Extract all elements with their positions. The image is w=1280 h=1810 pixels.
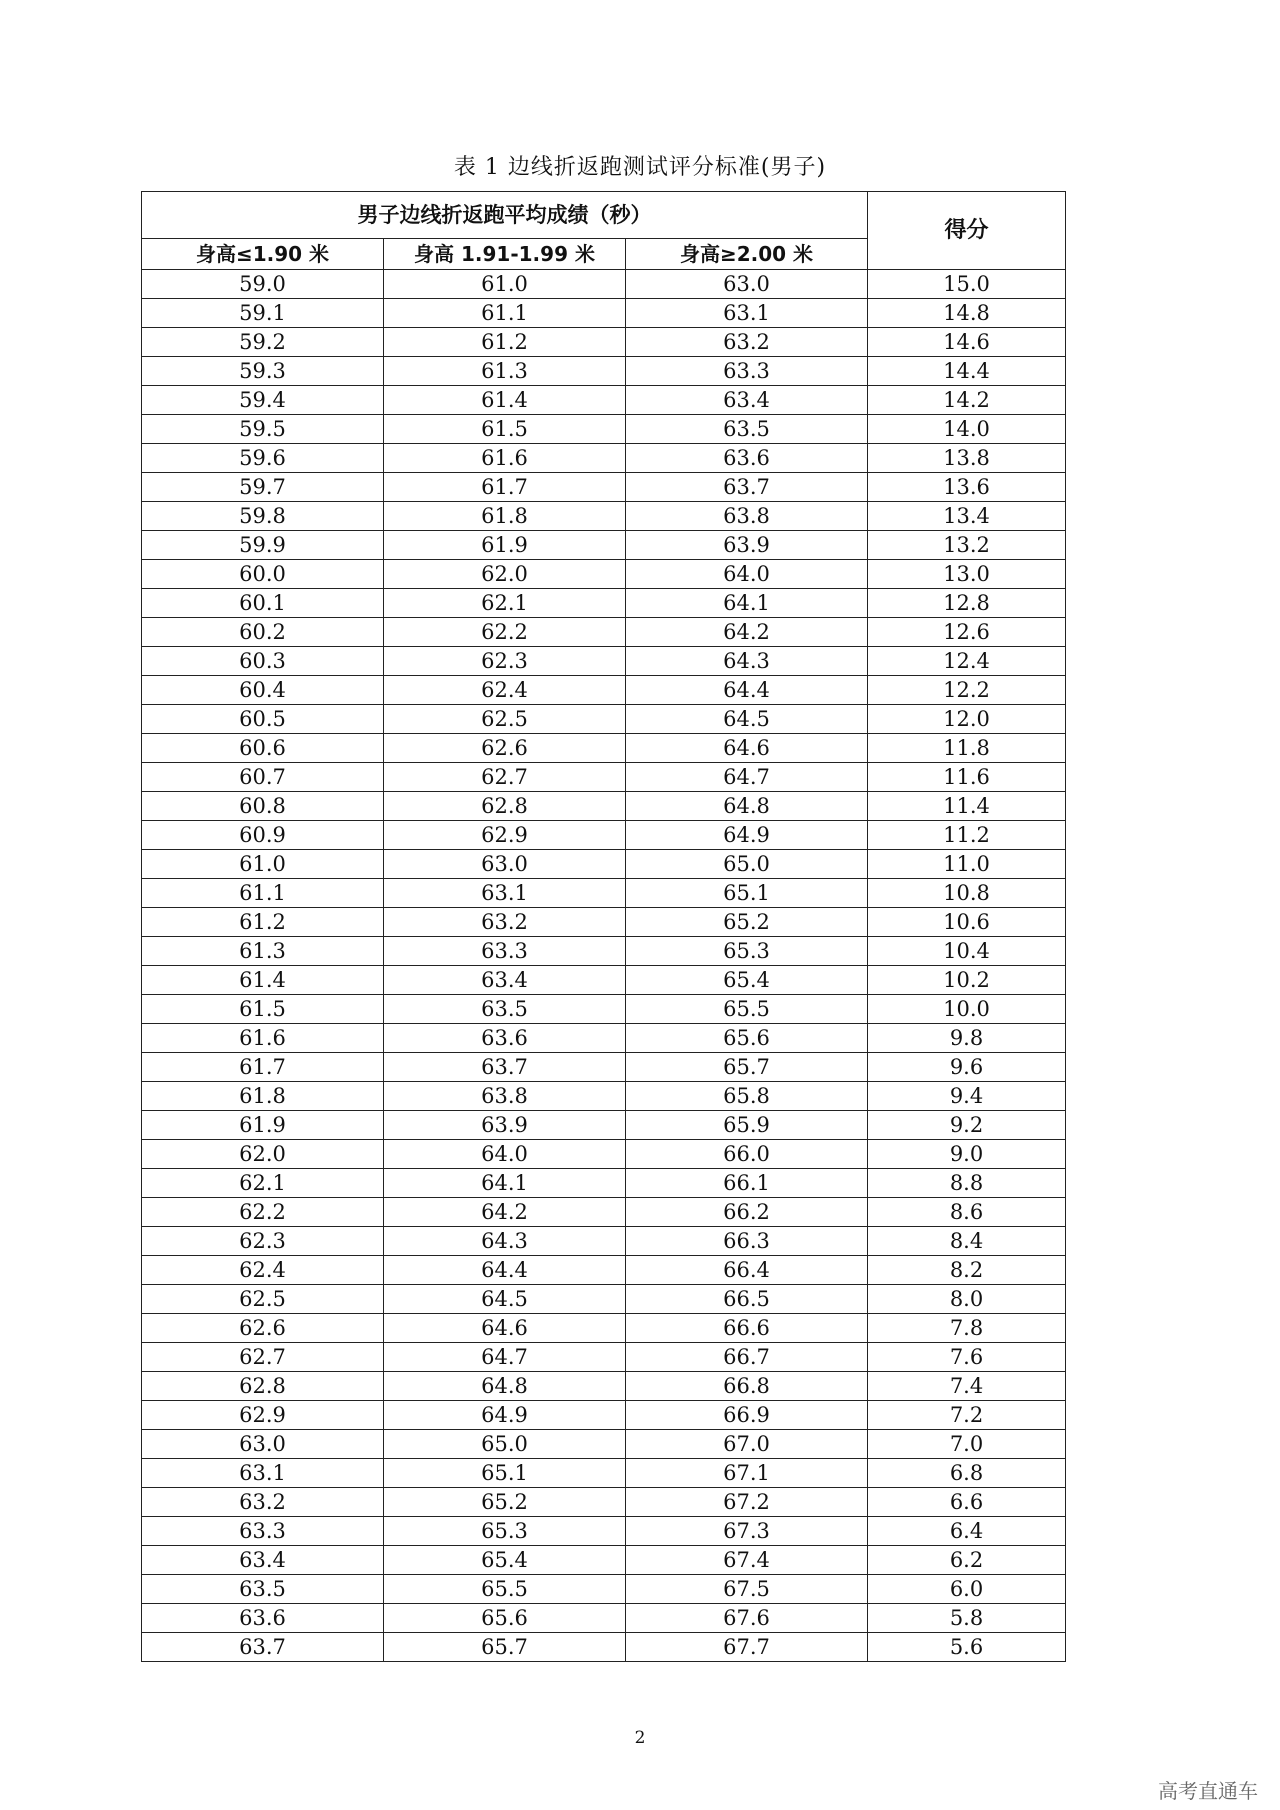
cell-height-ge-200: 65.3: [626, 937, 868, 966]
table-row: [142, 1314, 1066, 1343]
cell-height-ge-200: 63.5: [626, 415, 868, 444]
cell-score: 13.4: [868, 502, 1066, 531]
cell-height-ge-200: 65.8: [626, 1082, 868, 1111]
table-row: [142, 821, 1066, 850]
table-row: [142, 1633, 1066, 1662]
table-row: [142, 966, 1066, 995]
cell-score: 13.0: [868, 560, 1066, 589]
cell-height-191-199: 65.3: [384, 1517, 626, 1546]
cell-height-191-199: 63.2: [384, 908, 626, 937]
cell-score: 14.2: [868, 386, 1066, 415]
cell-height-ge-200: 66.4: [626, 1256, 868, 1285]
cell-height-ge-200: 67.7: [626, 1633, 868, 1662]
cell-height-191-199: 62.0: [384, 560, 626, 589]
cell-height-ge-200: 65.6: [626, 1024, 868, 1053]
cell-height-ge-200: 67.2: [626, 1488, 868, 1517]
cell-height-ge-200: 63.8: [626, 502, 868, 531]
cell-score: 10.6: [868, 908, 1066, 937]
cell-height-191-199: 64.9: [384, 1401, 626, 1430]
table-row: [142, 995, 1066, 1024]
table-row: [142, 618, 1066, 647]
cell-height-ge-200: 63.4: [626, 386, 868, 415]
cell-score: 9.8: [868, 1024, 1066, 1053]
table-row: [142, 1546, 1066, 1575]
column-header-height-191-199: 身高 1.91-1.99 米: [384, 239, 626, 270]
cell-height-le-190: 60.0: [142, 560, 384, 589]
cell-score: 9.2: [868, 1111, 1066, 1140]
table-title: 表 1 边线折返跑测试评分标准(男子): [453, 155, 827, 180]
cell-height-191-199: 64.1: [384, 1169, 626, 1198]
cell-height-191-199: 65.2: [384, 1488, 626, 1517]
cell-height-le-190: 62.0: [142, 1140, 384, 1169]
table-row: [142, 299, 1066, 328]
cell-score: 5.8: [868, 1604, 1066, 1633]
cell-height-ge-200: 65.2: [626, 908, 868, 937]
group-header: 男子边线折返跑平均成绩（秒）: [142, 192, 868, 239]
cell-height-191-199: 62.9: [384, 821, 626, 850]
cell-score: 11.2: [868, 821, 1066, 850]
cell-height-191-199: 61.5: [384, 415, 626, 444]
cell-score: 9.4: [868, 1082, 1066, 1111]
cell-height-le-190: 59.3: [142, 357, 384, 386]
cell-height-191-199: 62.8: [384, 792, 626, 821]
table-row: [142, 589, 1066, 618]
cell-height-ge-200: 64.6: [626, 734, 868, 763]
cell-height-191-199: 61.3: [384, 357, 626, 386]
cell-score: 9.0: [868, 1140, 1066, 1169]
cell-height-191-199: 61.4: [384, 386, 626, 415]
cell-height-le-190: 61.8: [142, 1082, 384, 1111]
table-row: [142, 1517, 1066, 1546]
table-row: [142, 705, 1066, 734]
header-row-group: [142, 192, 1066, 239]
cell-height-ge-200: 63.0: [626, 270, 868, 299]
cell-height-ge-200: 64.2: [626, 618, 868, 647]
cell-height-ge-200: 63.1: [626, 299, 868, 328]
cell-height-le-190: 61.6: [142, 1024, 384, 1053]
cell-height-191-199: 62.5: [384, 705, 626, 734]
cell-height-191-199: 64.0: [384, 1140, 626, 1169]
table-row: [142, 270, 1066, 299]
cell-height-le-190: 63.3: [142, 1517, 384, 1546]
cell-score: 14.8: [868, 299, 1066, 328]
cell-height-ge-200: 65.0: [626, 850, 868, 879]
cell-height-ge-200: 67.1: [626, 1459, 868, 1488]
cell-height-le-190: 62.8: [142, 1372, 384, 1401]
table-row: [142, 1198, 1066, 1227]
cell-height-le-190: 59.7: [142, 473, 384, 502]
cell-height-191-199: 63.6: [384, 1024, 626, 1053]
cell-height-le-190: 60.8: [142, 792, 384, 821]
cell-height-ge-200: 67.4: [626, 1546, 868, 1575]
cell-height-191-199: 63.9: [384, 1111, 626, 1140]
cell-height-ge-200: 65.5: [626, 995, 868, 1024]
cell-score: 8.8: [868, 1169, 1066, 1198]
cell-score: 14.4: [868, 357, 1066, 386]
cell-height-191-199: 65.6: [384, 1604, 626, 1633]
cell-height-ge-200: 66.6: [626, 1314, 868, 1343]
cell-score: 13.8: [868, 444, 1066, 473]
cell-height-191-199: 63.4: [384, 966, 626, 995]
cell-score: 12.2: [868, 676, 1066, 705]
cell-height-191-199: 64.7: [384, 1343, 626, 1372]
cell-height-le-190: 63.7: [142, 1633, 384, 1662]
table-row: [142, 1430, 1066, 1459]
table-row: [142, 1169, 1066, 1198]
cell-height-191-199: 62.2: [384, 618, 626, 647]
cell-height-191-199: 62.1: [384, 589, 626, 618]
cell-score: 14.6: [868, 328, 1066, 357]
table-row: [142, 473, 1066, 502]
table-row: [142, 879, 1066, 908]
cell-height-le-190: 61.5: [142, 995, 384, 1024]
cell-height-le-190: 60.3: [142, 647, 384, 676]
cell-height-le-190: 62.9: [142, 1401, 384, 1430]
cell-height-ge-200: 66.5: [626, 1285, 868, 1314]
cell-height-le-190: 60.1: [142, 589, 384, 618]
cell-height-le-190: 62.2: [142, 1198, 384, 1227]
cell-score: 6.0: [868, 1575, 1066, 1604]
cell-height-ge-200: 63.2: [626, 328, 868, 357]
cell-score: 11.8: [868, 734, 1066, 763]
cell-score: 7.0: [868, 1430, 1066, 1459]
score-header: 得分: [868, 192, 1066, 270]
cell-height-le-190: 60.7: [142, 763, 384, 792]
cell-height-ge-200: 64.4: [626, 676, 868, 705]
cell-height-ge-200: 65.1: [626, 879, 868, 908]
cell-height-191-199: 64.3: [384, 1227, 626, 1256]
cell-height-le-190: 61.0: [142, 850, 384, 879]
cell-height-ge-200: 66.1: [626, 1169, 868, 1198]
column-header-height-le-190: 身高≤1.90 米: [142, 239, 384, 270]
cell-score: 5.6: [868, 1633, 1066, 1662]
cell-height-ge-200: 66.7: [626, 1343, 868, 1372]
table-row: [142, 1024, 1066, 1053]
table-row: [142, 1111, 1066, 1140]
cell-height-191-199: 64.5: [384, 1285, 626, 1314]
cell-height-191-199: 65.4: [384, 1546, 626, 1575]
cell-height-le-190: 63.0: [142, 1430, 384, 1459]
cell-height-le-190: 60.9: [142, 821, 384, 850]
table-row: [142, 734, 1066, 763]
cell-height-ge-200: 67.3: [626, 1517, 868, 1546]
cell-score: 15.0: [868, 270, 1066, 299]
table-row: [142, 1372, 1066, 1401]
cell-height-191-199: 64.2: [384, 1198, 626, 1227]
cell-height-le-190: 59.1: [142, 299, 384, 328]
cell-height-ge-200: 67.6: [626, 1604, 868, 1633]
cell-height-ge-200: 66.8: [626, 1372, 868, 1401]
cell-score: 14.0: [868, 415, 1066, 444]
cell-height-191-199: 61.1: [384, 299, 626, 328]
cell-height-191-199: 61.2: [384, 328, 626, 357]
table-row: [142, 502, 1066, 531]
cell-height-191-199: 61.8: [384, 502, 626, 531]
cell-height-le-190: 59.2: [142, 328, 384, 357]
cell-score: 13.6: [868, 473, 1066, 502]
table-row: [142, 415, 1066, 444]
cell-height-le-190: 62.6: [142, 1314, 384, 1343]
table-row: [142, 1227, 1066, 1256]
table-row: [142, 1488, 1066, 1517]
cell-height-ge-200: 65.9: [626, 1111, 868, 1140]
cell-height-191-199: 63.1: [384, 879, 626, 908]
table-row: [142, 1459, 1066, 1488]
cell-height-le-190: 59.5: [142, 415, 384, 444]
cell-height-ge-200: 64.9: [626, 821, 868, 850]
cell-score: 7.6: [868, 1343, 1066, 1372]
cell-height-ge-200: 64.0: [626, 560, 868, 589]
watermark: 高考直通车: [1158, 1779, 1258, 1803]
cell-height-191-199: 63.7: [384, 1053, 626, 1082]
table-row: [142, 357, 1066, 386]
score-table: [141, 191, 1066, 1662]
cell-height-191-199: 62.3: [384, 647, 626, 676]
table-row: [142, 531, 1066, 560]
cell-height-191-199: 65.5: [384, 1575, 626, 1604]
cell-height-le-190: 60.5: [142, 705, 384, 734]
cell-height-191-199: 62.4: [384, 676, 626, 705]
table-row: [142, 560, 1066, 589]
cell-height-191-199: 63.3: [384, 937, 626, 966]
table-row: [142, 908, 1066, 937]
cell-height-ge-200: 67.5: [626, 1575, 868, 1604]
table-row: [142, 386, 1066, 415]
cell-score: 9.6: [868, 1053, 1066, 1082]
cell-height-191-199: 61.0: [384, 270, 626, 299]
cell-height-le-190: 60.2: [142, 618, 384, 647]
cell-height-le-190: 62.5: [142, 1285, 384, 1314]
cell-score: 7.2: [868, 1401, 1066, 1430]
cell-height-191-199: 62.6: [384, 734, 626, 763]
table-row: [142, 937, 1066, 966]
table-row: [142, 1343, 1066, 1372]
cell-score: 10.0: [868, 995, 1066, 1024]
table-row: [142, 1604, 1066, 1633]
table-row: [142, 850, 1066, 879]
cell-height-191-199: 65.1: [384, 1459, 626, 1488]
table-row: [142, 1285, 1066, 1314]
table-row: [142, 1401, 1066, 1430]
table-row: [142, 647, 1066, 676]
cell-height-ge-200: 63.9: [626, 531, 868, 560]
cell-score: 11.6: [868, 763, 1066, 792]
cell-height-le-190: 63.4: [142, 1546, 384, 1575]
cell-height-le-190: 61.9: [142, 1111, 384, 1140]
cell-height-le-190: 62.4: [142, 1256, 384, 1285]
cell-score: 11.4: [868, 792, 1066, 821]
table-row: [142, 792, 1066, 821]
cell-height-191-199: 61.6: [384, 444, 626, 473]
cell-height-191-199: 65.7: [384, 1633, 626, 1662]
cell-height-le-190: 62.7: [142, 1343, 384, 1372]
cell-height-le-190: 61.3: [142, 937, 384, 966]
table-row: [142, 328, 1066, 357]
cell-score: 12.0: [868, 705, 1066, 734]
cell-height-ge-200: 64.3: [626, 647, 868, 676]
cell-height-le-190: 61.2: [142, 908, 384, 937]
cell-score: 7.8: [868, 1314, 1066, 1343]
cell-height-191-199: 61.7: [384, 473, 626, 502]
cell-score: 13.2: [868, 531, 1066, 560]
cell-score: 10.4: [868, 937, 1066, 966]
cell-score: 6.2: [868, 1546, 1066, 1575]
cell-height-ge-200: 66.9: [626, 1401, 868, 1430]
cell-height-ge-200: 65.4: [626, 966, 868, 995]
cell-height-ge-200: 65.7: [626, 1053, 868, 1082]
cell-height-le-190: 60.6: [142, 734, 384, 763]
cell-score: 10.8: [868, 879, 1066, 908]
cell-height-ge-200: 63.6: [626, 444, 868, 473]
cell-height-191-199: 64.4: [384, 1256, 626, 1285]
cell-score: 6.6: [868, 1488, 1066, 1517]
cell-height-ge-200: 66.3: [626, 1227, 868, 1256]
cell-height-ge-200: 64.8: [626, 792, 868, 821]
cell-height-191-199: 64.8: [384, 1372, 626, 1401]
cell-score: 8.6: [868, 1198, 1066, 1227]
cell-height-le-190: 60.4: [142, 676, 384, 705]
cell-score: 7.4: [868, 1372, 1066, 1401]
table-row: [142, 1256, 1066, 1285]
cell-height-191-199: 65.0: [384, 1430, 626, 1459]
cell-score: 8.2: [868, 1256, 1066, 1285]
cell-height-le-190: 63.5: [142, 1575, 384, 1604]
cell-score: 12.8: [868, 589, 1066, 618]
cell-height-191-199: 63.8: [384, 1082, 626, 1111]
cell-height-le-190: 63.2: [142, 1488, 384, 1517]
cell-score: 11.0: [868, 850, 1066, 879]
cell-score: 10.2: [868, 966, 1066, 995]
table-row: [142, 676, 1066, 705]
cell-height-le-190: 62.3: [142, 1227, 384, 1256]
cell-height-ge-200: 63.3: [626, 357, 868, 386]
cell-height-191-199: 63.0: [384, 850, 626, 879]
page-number: 2: [634, 1728, 646, 1748]
cell-height-le-190: 59.9: [142, 531, 384, 560]
cell-height-le-190: 59.6: [142, 444, 384, 473]
cell-height-ge-200: 66.0: [626, 1140, 868, 1169]
table-body: [142, 270, 1066, 1662]
table-row: [142, 444, 1066, 473]
cell-score: 8.0: [868, 1285, 1066, 1314]
cell-height-191-199: 61.9: [384, 531, 626, 560]
cell-height-le-190: 62.1: [142, 1169, 384, 1198]
cell-height-191-199: 62.7: [384, 763, 626, 792]
cell-height-le-190: 59.4: [142, 386, 384, 415]
cell-score: 12.6: [868, 618, 1066, 647]
cell-height-ge-200: 66.2: [626, 1198, 868, 1227]
cell-height-ge-200: 64.1: [626, 589, 868, 618]
cell-height-ge-200: 64.5: [626, 705, 868, 734]
cell-score: 6.4: [868, 1517, 1066, 1546]
column-header-height-ge-200: 身高≥2.00 米: [626, 239, 868, 270]
cell-height-le-190: 61.1: [142, 879, 384, 908]
table-row: [142, 1082, 1066, 1111]
cell-height-le-190: 63.6: [142, 1604, 384, 1633]
cell-score: 8.4: [868, 1227, 1066, 1256]
cell-height-191-199: 64.6: [384, 1314, 626, 1343]
table-row: [142, 1053, 1066, 1082]
cell-height-ge-200: 63.7: [626, 473, 868, 502]
cell-height-le-190: 61.7: [142, 1053, 384, 1082]
cell-score: 12.4: [868, 647, 1066, 676]
table-row: [142, 763, 1066, 792]
cell-height-le-190: 59.0: [142, 270, 384, 299]
cell-height-191-199: 63.5: [384, 995, 626, 1024]
table-row: [142, 1575, 1066, 1604]
cell-height-le-190: 59.8: [142, 502, 384, 531]
cell-score: 6.8: [868, 1459, 1066, 1488]
cell-height-ge-200: 64.7: [626, 763, 868, 792]
table-row: [142, 1140, 1066, 1169]
cell-height-ge-200: 67.0: [626, 1430, 868, 1459]
cell-height-le-190: 63.1: [142, 1459, 384, 1488]
cell-height-le-190: 61.4: [142, 966, 384, 995]
